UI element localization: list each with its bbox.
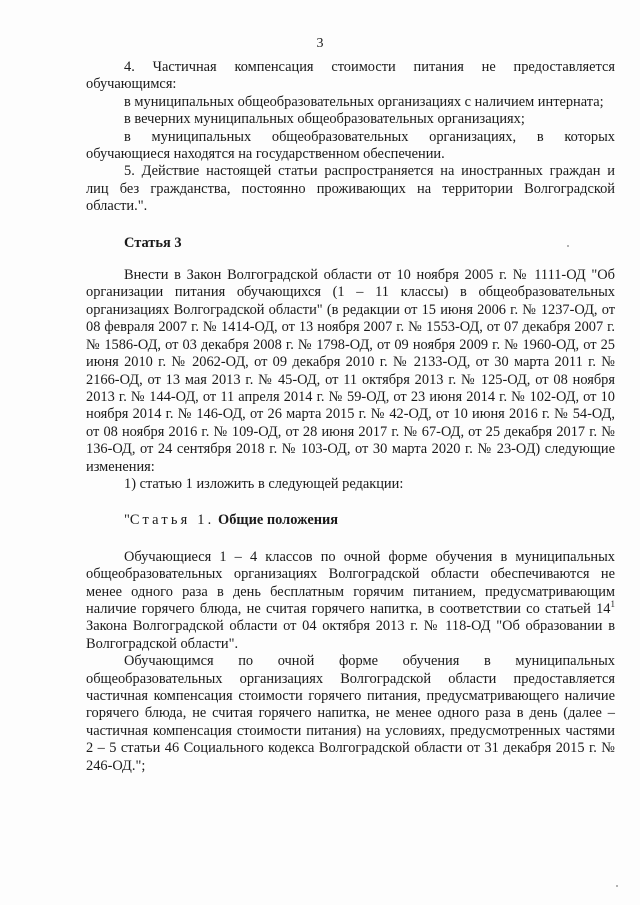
list-item: в вечерних муниципальных общеобразовательных организациях;: [124, 111, 525, 128]
opening-quote: ": [124, 512, 130, 529]
list-item: в муниципальных общеобразовательных организациях, в которых обучающиеся находятся на государственном обеспечении.: [86, 128, 615, 163]
page-number: 3: [316, 36, 324, 51]
article-1-heading: [86, 512, 615, 529]
article-1-label: Статья 1.: [129, 512, 215, 529]
amendment-item-1: 1) статью 1 изложить в следующей редакции:: [124, 475, 404, 492]
article-1-title: Общие положения: [218, 512, 339, 529]
article-3-heading: Статья 3: [124, 234, 182, 251]
scan-speck: [616, 885, 618, 887]
article-1-paragraph-2: Обучающимся по очной форме обучения в муниципальных общеобразовательных организациях Волгоградской области предоставляется частичная компенсация стоимости горячего питания, предусматривающего наличие горячего блюда, не считая горячего напитка, не менее одного раза в день (далее – частичная компенсация стоимости питания) на условиях, предусмотренных частями 2 – 5 статьи 46 Социального кодекса Волгоградской области от 31 декабря 2015 г. № 246-ОД.";: [86, 653, 615, 774]
page-content: [86, 59, 615, 775]
paragraph-4: 4. Частичная компенсация стоимости питания не предоставляется обучающимся:: [86, 59, 615, 93]
footnote-superscript: 1: [610, 599, 615, 610]
article-3-intro: Внести в Закон Волгоградской области от 10 ноября 2005 г. № 1111-ОД "Об организации питания обучающихся (1 – 11 классы) в общеобразовательных организациях Волгоградской области" (в редакции от 15 июня 2006 г. № 1237-ОД, от 08 февраля 2007 г. № 1414-ОД, от 13 ноября 2007 г. № 1553-ОД, от 07 декабря 2007 г. № 1586-ОД, от 03 декабря 2008 г. № 1798-ОД, от 09 ноября 2009 г. № 1960-ОД, от 25 июня 2010 г. № 2062-ОД, от 09 декабря 2010 г. № 2133-ОД, от 30 марта 2011 г. № 2166-ОД, от 13 мая 2013 г. № 45-ОД, от 11 октября 2013 г. № 125-ОД, от 08 ноября 2013 г. № 144-ОД, от 11 апреля 2014 г. № 59-ОД, от 23 июня 2014 г. № 102-ОД, от 10 ноября 2014 г. № 146-ОД, от 26 марта 2015 г. № 42-ОД, от 10 июня 2016 г. № 54-ОД, от 08 ноября 2016 г. № 109-ОД, от 28 июня 2017 г. № 67-ОД, от 25 декабря 2017 г. № 136-ОД, от 24 сентября 2018 г. № 103-ОД, от 30 марта 2020 г. № 23-ОД) следующие изменения:: [86, 267, 615, 475]
paragraph-5: 5. Действие настоящей статьи распространяется на иностранных граждан и лиц без гражданства, постоянно проживающих на территории Волгоградской области.".: [86, 163, 615, 215]
scan-speck: [567, 245, 569, 247]
article-1-paragraph-1: Обучающиеся 1 – 4 классов по очной форме обучения в муниципальных общеобразовательных организациях Волгоградской области обеспечиваются не менее одного раза в день бесплатным горячим питанием, предусматривающим наличие горячего блюда, не считая горячего напитка, в соответствии со статьей $14^1$ Закона Волгоградской области от 04 октября 2013 г. № 118-ОД "Об образовании в Волгоградской области".: [86, 548, 615, 652]
list-item: в муниципальных общеобразовательных организациях с наличием интерната;: [124, 93, 604, 110]
